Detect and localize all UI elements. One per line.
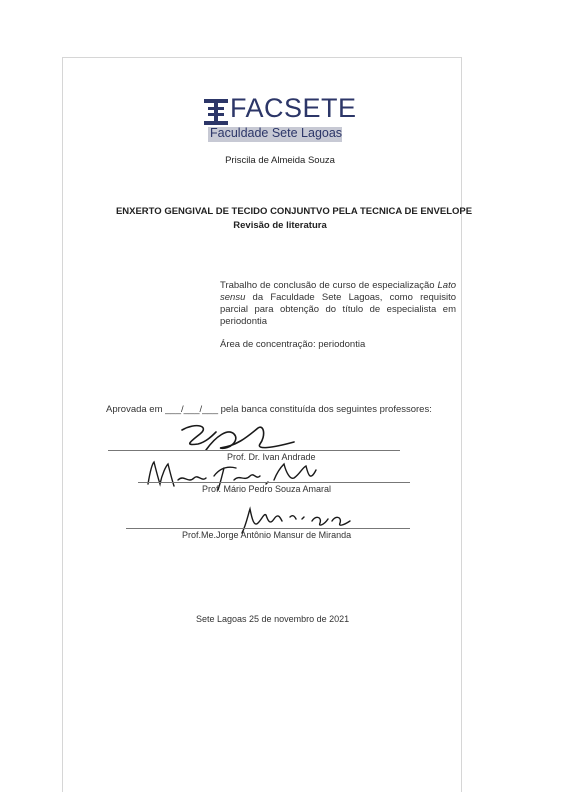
place-and-date: Sete Lagoas 25 de novembro de 2021 [196, 614, 350, 624]
signature-line-3 [126, 528, 410, 529]
facsete-emblem-icon [204, 99, 228, 125]
examiner-name-1: Prof. Dr. Ivan Andrade [227, 452, 316, 462]
logo-name: FACSETE [230, 93, 357, 123]
signature-line-2 [138, 482, 410, 483]
document-title: ENXERTO GENGIVAL DE TECIDO CONJUNTVO PELA TECNICA DE ENVELOPE [115, 206, 473, 217]
purpose-text-start: Trabalho de conclusão de curso de especialização [220, 280, 438, 291]
logo-subtitle: Faculdade Sete Lagoas [210, 126, 343, 140]
document-subtitle: Revisão de literatura [233, 220, 327, 231]
approval-statement: Aprovada em ___/___/___ pela banca constituída dos seguintes professores: [106, 404, 432, 415]
facsete-logo [204, 93, 357, 145]
purpose-text-end: da Faculdade Sete Lagoas, como requisito parcial para obtenção do título de especialista em periodontia [220, 292, 456, 327]
author-name: Priscila de Almeida Souza [225, 155, 335, 166]
purpose-statement [220, 280, 456, 328]
signature-line-1 [108, 450, 400, 451]
purpose-text-italic: Lato sensu [220, 280, 456, 303]
concentration-area: Área de concentração: periodontia [220, 339, 366, 350]
examiner-name-3: Prof.Me.Jorge Antônio Mansur de Miranda [182, 530, 352, 540]
examiner-name-2: Prof. Mário Pedro Souza Amaral [202, 484, 332, 494]
